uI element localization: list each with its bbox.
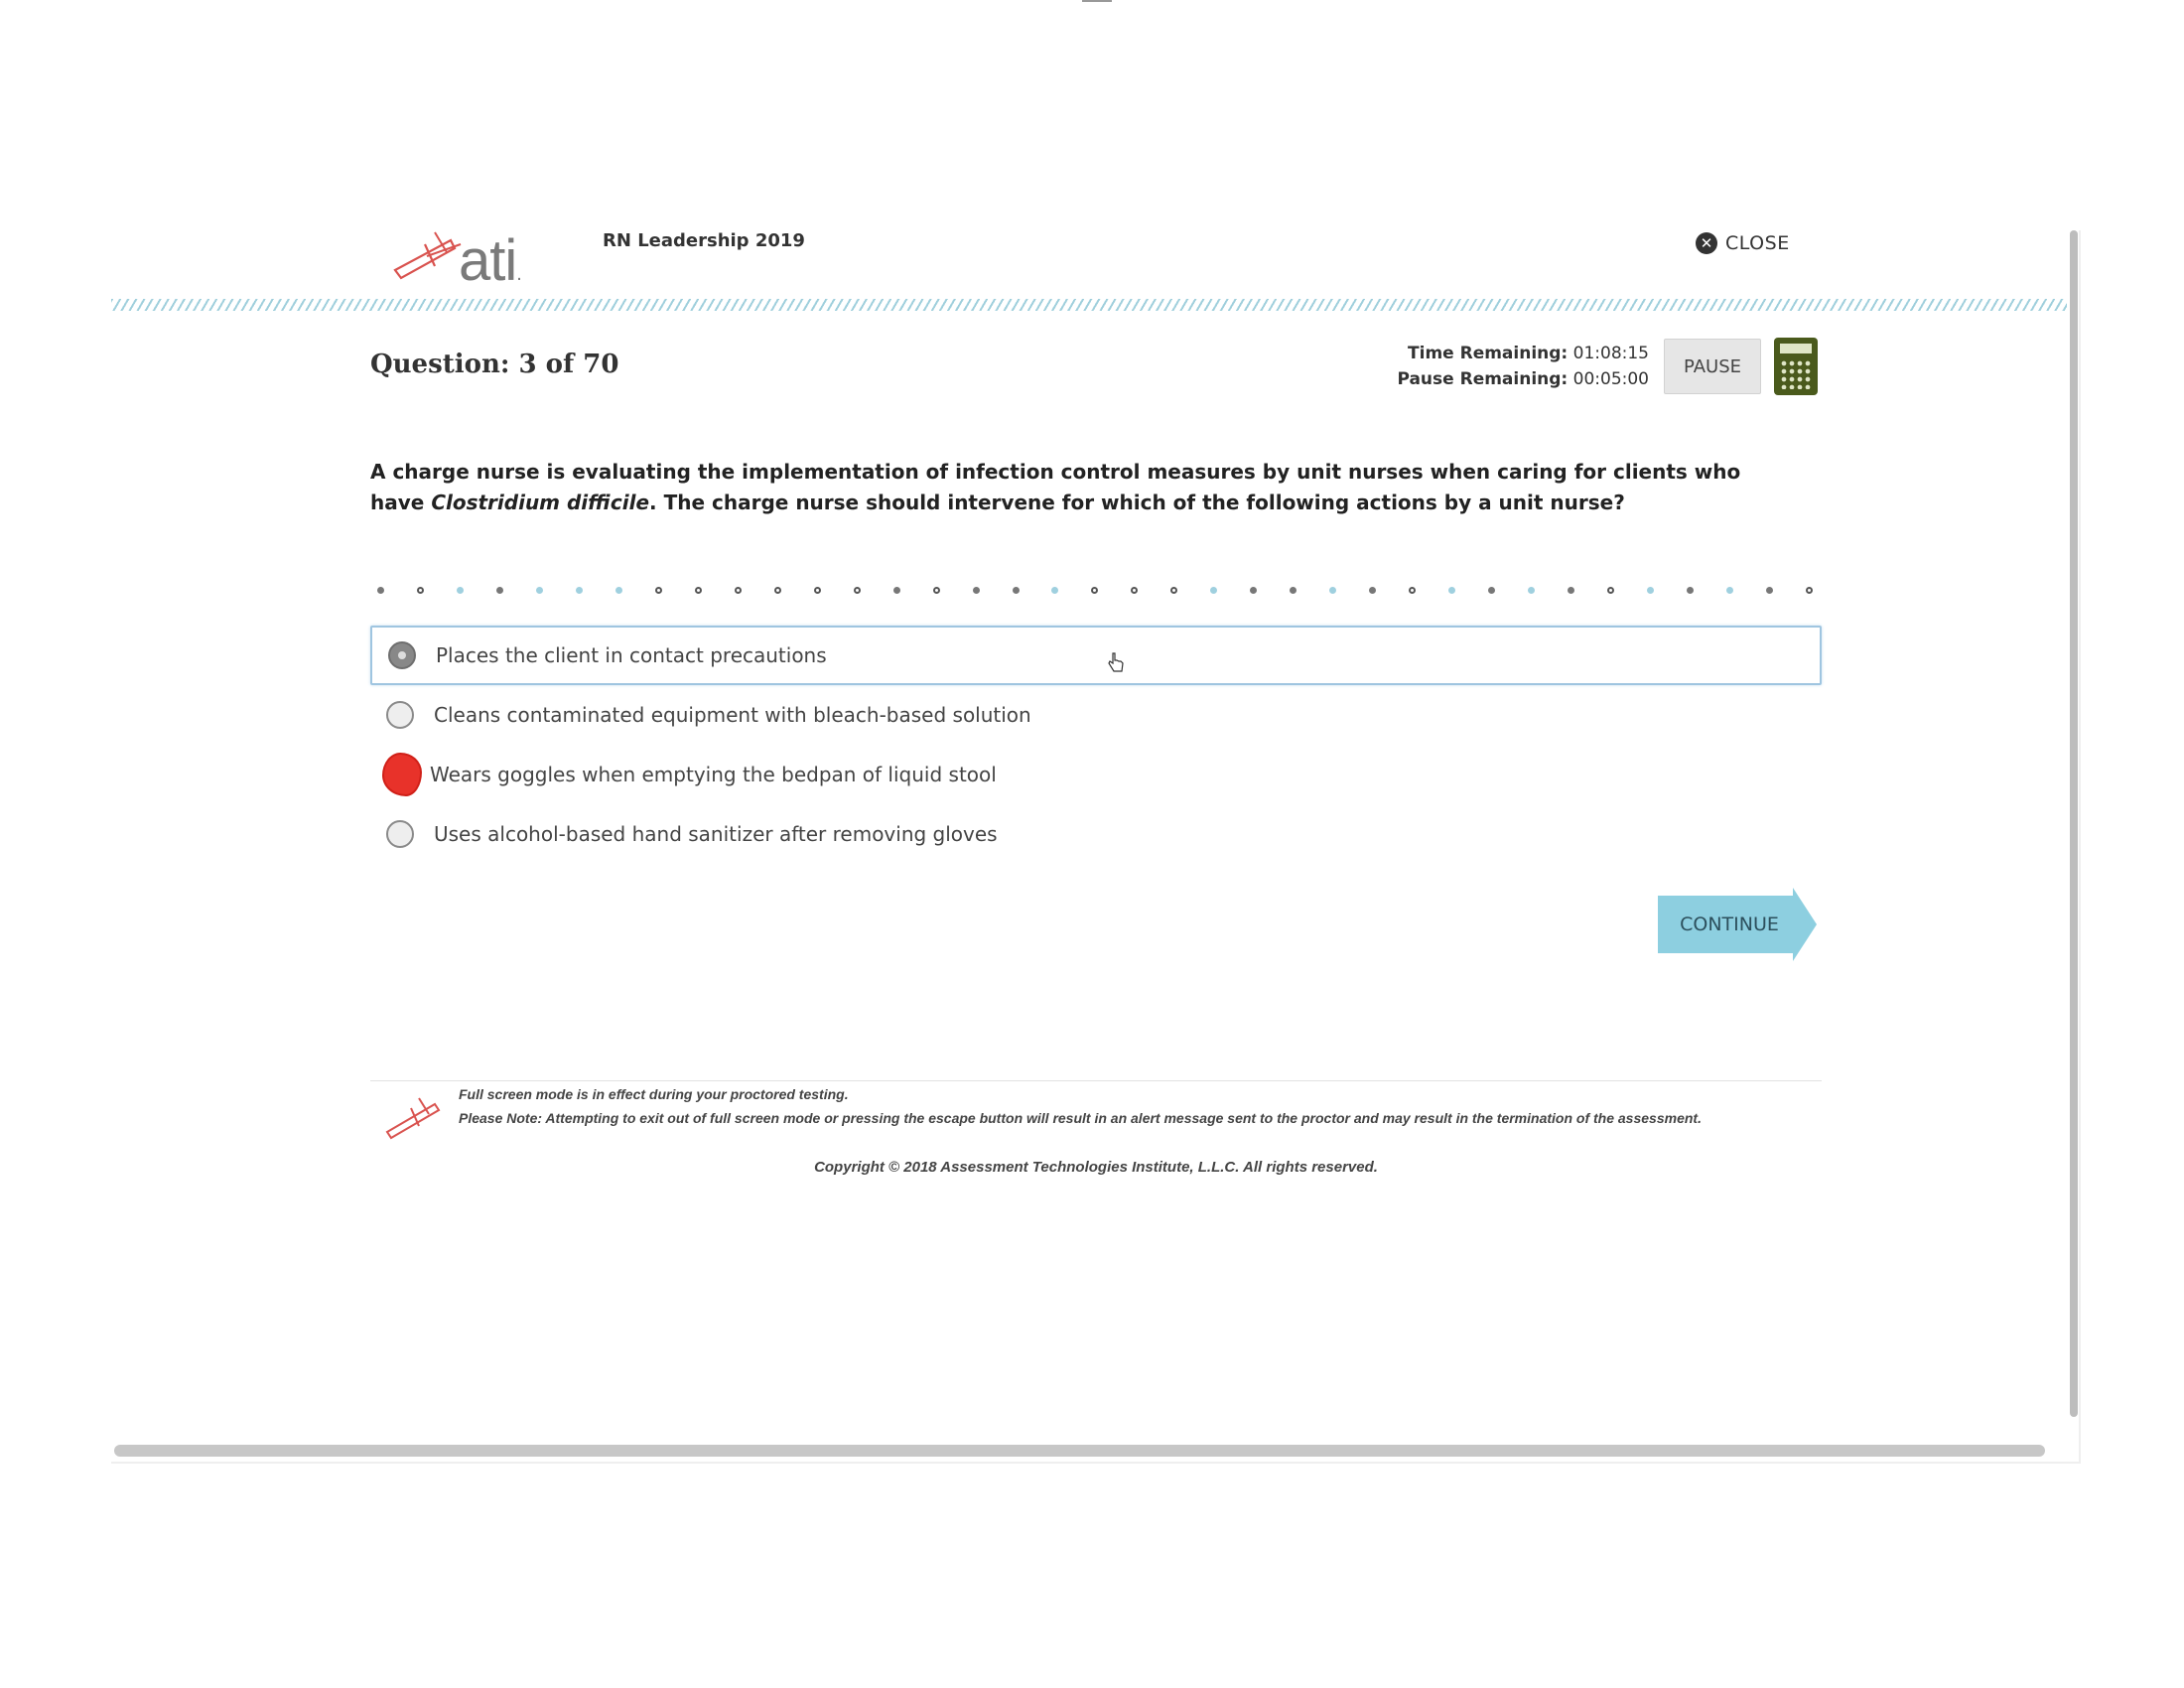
copyright: Copyright © 2018 Assessment Technologies Institute, L.L.C. All rights reserved. [814, 1159, 1378, 1176]
time-remaining-label: Time Remaining: [1408, 344, 1569, 363]
fullscreen-note: Full screen mode is in effect during your proctored testing. [459, 1086, 849, 1102]
close-icon: ✕ [1696, 232, 1717, 254]
option-label: Wears goggles when emptying the bedpan of liquid stool [430, 763, 997, 786]
pause-button[interactable]: PAUSE [1664, 339, 1761, 394]
nav-dot-answered[interactable] [973, 587, 980, 594]
brand-wordmark [459, 228, 521, 304]
header-divider [111, 299, 2067, 311]
nav-dot-open[interactable] [695, 587, 702, 594]
footer-divider [370, 1080, 1822, 1081]
nav-dot-flagged[interactable] [1647, 587, 1654, 594]
pause-remaining-value: 00:05:00 [1572, 369, 1649, 389]
nav-dot-flagged[interactable] [1210, 587, 1217, 594]
frame-bottom-border [111, 1462, 2081, 1464]
nav-dot-flagged[interactable] [1528, 587, 1535, 594]
option-4[interactable] [370, 804, 1822, 864]
option-label: Uses alcohol-based hand sanitizer after removing gloves [434, 822, 998, 846]
nav-dot-open[interactable] [1170, 587, 1177, 594]
option-label: Places the client in contact precautions [436, 643, 827, 667]
hand-cursor-icon [1107, 651, 1125, 673]
stem-part-1: A charge nurse is evaluating the implementation of infection control measures by unit nurses when caring for clients who have [370, 460, 1741, 514]
nav-dot-open[interactable] [814, 587, 821, 594]
radio-button[interactable] [386, 820, 414, 848]
nav-dot-open[interactable] [655, 587, 662, 594]
nav-dot-answered[interactable] [377, 587, 384, 594]
vertical-scrollbar[interactable] [2070, 230, 2078, 1417]
question-navigator [377, 583, 1813, 597]
calculator-keys [1780, 359, 1812, 389]
footer-notes [459, 1086, 1809, 1134]
nav-dot-answered[interactable] [1766, 587, 1773, 594]
nav-dot-open[interactable] [1607, 587, 1614, 594]
nav-dot-answered[interactable] [1687, 587, 1694, 594]
horizontal-scrollbar[interactable] [114, 1445, 2045, 1457]
brand-dot: . [516, 263, 521, 285]
frame-right-border [2079, 230, 2081, 1462]
ati-footer-logo-icon [385, 1092, 445, 1140]
radio-button-selected[interactable] [388, 641, 416, 669]
nav-dot-open[interactable] [1131, 587, 1138, 594]
question-counter: Question: 3 of 70 [370, 350, 619, 379]
nav-dot-open[interactable] [1409, 587, 1416, 594]
calculator-icon[interactable] [1774, 338, 1818, 395]
nav-dot-flagged[interactable] [1448, 587, 1455, 594]
nav-dot-answered[interactable] [893, 587, 900, 594]
nav-dot-open[interactable] [417, 587, 424, 594]
escape-note: Please Note: Attempting to exit out of full screen mode or pressing the escape button will result in an alert message sent to the proctor and may result in the termination of the assessment. [459, 1110, 1702, 1126]
continue-label: CONTINUE [1680, 914, 1779, 935]
nav-dot-open[interactable] [854, 587, 861, 594]
nav-dot-answered[interactable] [1013, 587, 1020, 594]
option-2[interactable] [370, 685, 1822, 745]
nav-dot-answered[interactable] [496, 587, 503, 594]
option-1[interactable] [370, 626, 1822, 685]
continue-button[interactable] [1658, 896, 1817, 953]
time-remaining [1397, 341, 1649, 366]
red-marker-annotation[interactable] [382, 753, 422, 796]
nav-dot-open[interactable] [1091, 587, 1098, 594]
top-edge-mark [1082, 0, 1112, 2]
nav-dot-open[interactable] [774, 587, 781, 594]
nav-dot-flagged[interactable] [1726, 587, 1733, 594]
pause-remaining-label: Pause Remaining: [1397, 369, 1569, 389]
calculator-screen [1780, 344, 1812, 353]
nav-dot-flagged[interactable] [576, 587, 583, 594]
nav-dot-answered[interactable] [1290, 587, 1297, 594]
nav-dot-answered[interactable] [1488, 587, 1495, 594]
answer-options [370, 626, 1822, 864]
nav-dot-flagged[interactable] [1329, 587, 1336, 594]
option-label: Cleans contaminated equipment with bleach-based solution [434, 703, 1031, 727]
nav-dot-flagged[interactable] [1051, 587, 1058, 594]
nav-dot-open[interactable] [735, 587, 742, 594]
stem-organism: Clostridium difficile [431, 491, 650, 514]
nav-dot-answered[interactable] [1250, 587, 1257, 594]
nav-dot-answered[interactable] [1568, 587, 1574, 594]
nav-dot-answered[interactable] [1369, 587, 1376, 594]
nav-dot-flagged[interactable] [457, 587, 464, 594]
exam-title: RN Leadership 2019 [603, 230, 805, 251]
pause-remaining [1397, 366, 1649, 392]
nav-dot-flagged[interactable] [536, 587, 543, 594]
time-remaining-value: 01:08:15 [1572, 344, 1649, 363]
close-label: CLOSE [1725, 232, 1790, 254]
stem-part-2: . The charge nurse should intervene for which of the following actions by a unit nurse? [649, 491, 1625, 514]
timers [1397, 341, 1649, 392]
nav-dot-flagged[interactable] [615, 587, 622, 594]
brand-name: ati [459, 228, 517, 293]
nav-dot-open[interactable] [1806, 587, 1813, 594]
nav-dot-open[interactable] [933, 587, 940, 594]
question-stem [370, 457, 1780, 518]
option-3[interactable] [370, 745, 1822, 804]
radio-button[interactable] [386, 701, 414, 729]
close-button[interactable] [1696, 232, 1790, 254]
